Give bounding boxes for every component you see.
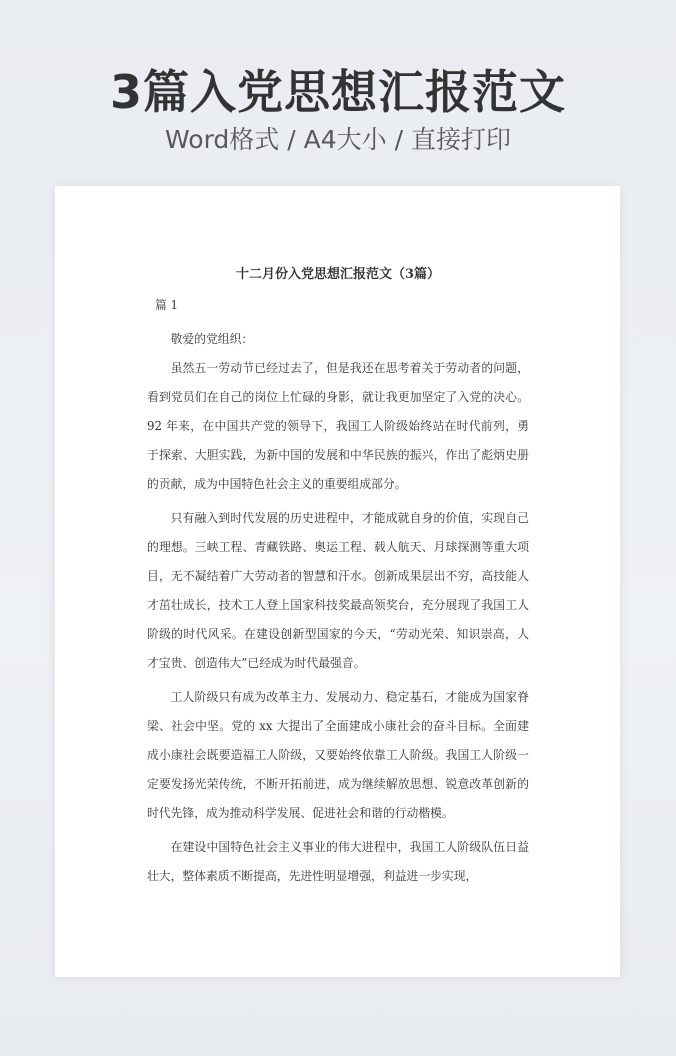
paragraph: 在建设中国特色社会主义事业的伟大进程中，我国工人阶级队伍日益壮大，整体素质不断提高，先进性明显增强，利益进一步实现，: [147, 840, 529, 883]
paragraph: 工人阶级只有成为改革主力、发展动力、稳定基石，才能成为国家脊梁、社会中坚。党的 xx 大提出了全面建成小康社会的奋斗目标。全面建成小康社会既要造福工人阶级，又要始终依靠工人阶级。我国工人阶级一定要发扬光荣传统，不断开拓前进，成为继续解放思想、锐意改革创新的时代先锋，成为推动科学发展、促进社会和谐的行动楷模。: [147, 690, 529, 820]
section-label: 篇 1: [155, 298, 179, 312]
banner: [0, 62, 676, 156]
paragraph: 只有融入到时代发展的历史进程中，才能成就自身的价值，实现自己的理想。三峡工程、青藏铁路、奥运工程、载人航天、月球探测等重大项目，无不凝结着广大劳动者的智慧和汗水。创新成果层出不穷，高技能人才茁壮成长，技术工人登上国家科技奖最高领奖台，充分展现了我国工人阶级的时代风采。在建设创新型国家的今天，“劳动光荣、知识崇高，人才宝贵、创造伟大”已经成为时代最强音。: [147, 511, 529, 670]
document-title: 十二月份入党思想汇报范文（3篇）: [235, 267, 441, 282]
salutation: 敬爱的党组织：: [170, 332, 254, 346]
document-page: [55, 186, 620, 977]
banner-subtitle: Word格式 / A4大小 / 直接打印: [165, 125, 511, 154]
paragraph: 虽然五一劳动节已经过去了，但是我还在思考着关于劳动者的问题，看到党员们在自己的岗位上忙碌的身影，就让我更加坚定了入党的决心。92 年来，在中国共产党的领导下，我国工人阶级始终站在时代前列，勇于探索、大胆实践，为新中国的发展和中华民族的振兴，作出了彪炳史册的贡献，成为中国特色社会主义的重要组成部分。: [147, 361, 529, 491]
document-body: [147, 266, 529, 891]
banner-title: 3篇入党思想汇报范文: [109, 65, 566, 119]
